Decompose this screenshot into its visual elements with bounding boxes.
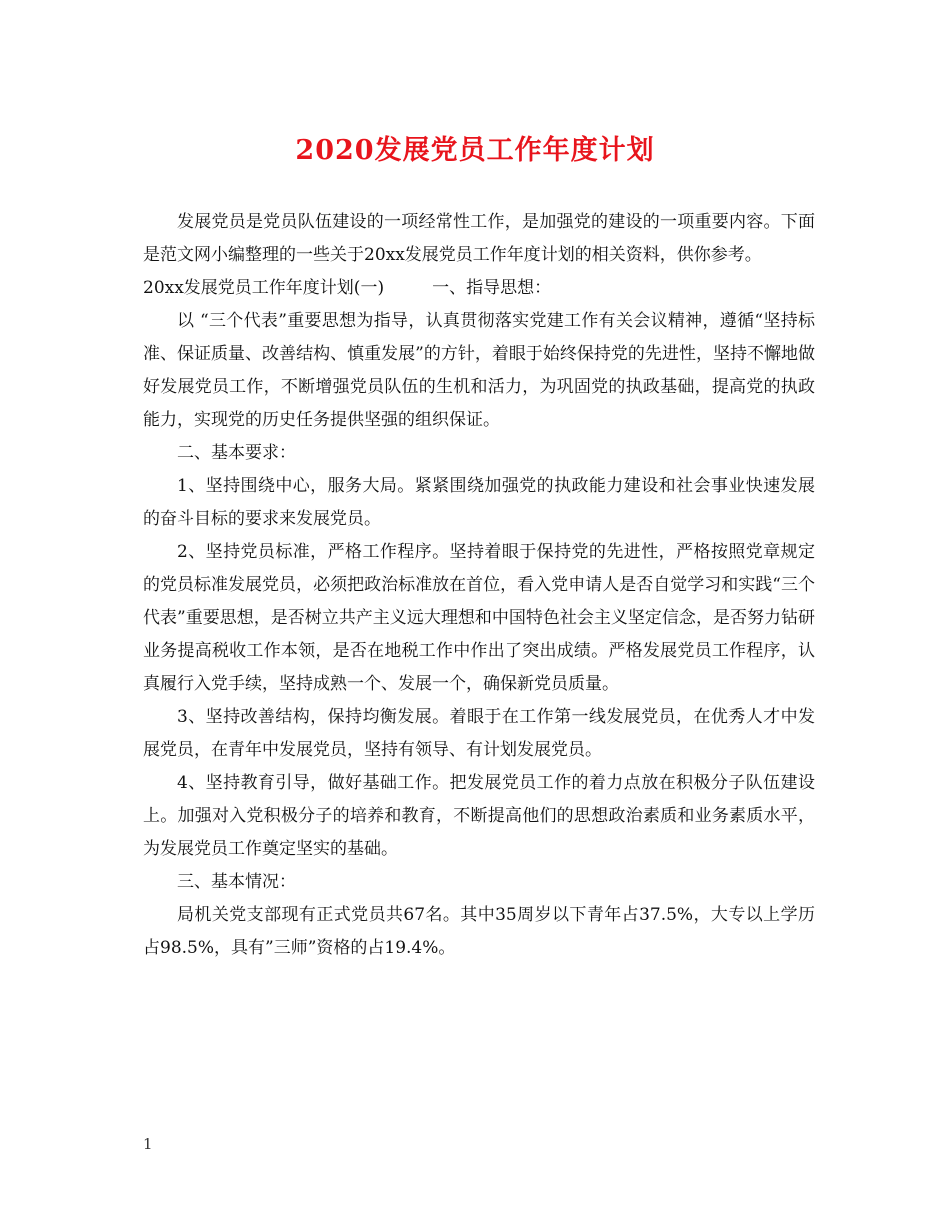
document-title: 2020发展党员工作年度计划: [295, 135, 655, 166]
page-number: 1: [143, 1135, 153, 1153]
requirement-3-paragraph: 3、坚持改善结构，保持均衡发展。着眼于在工作第一线发展党员，在优秀人才中发展党员，在青年中发展党员，坚持有领导、有计划发展党员。: [143, 707, 815, 760]
requirement-1-paragraph: 1、坚持围绕中心，服务大局。紧紧围绕加强党的执政能力建设和社会事业快速发展的奋斗目标的要求来发展党员。: [143, 476, 815, 529]
section-heading-basic-situation: 三、基本情况：: [177, 872, 296, 892]
requirement-4-paragraph: 4、坚持教育引导，做好基础工作。把发展党员工作的着力点放在积极分子队伍建设上。加强对入党积极分子的培养和教育，不断提高他们的思想政治素质和业务素质水平，为发展党员工作奠定坚实的基础。: [143, 773, 815, 859]
plan-subtitle: 20xx发展党员工作年度计划(一): [143, 278, 385, 298]
basic-situation-paragraph: 局机关党支部现有正式党员共67名。其中35周岁以下青年占37.5%，大专以上学历占98.5%，具有”三师”资格的占19.4%。: [143, 905, 815, 958]
guiding-thought-paragraph: 以 “三个代表”重要思想为指导，认真贯彻落实党建工作有关会议精神，遵循“坚持标准、保证质量、改善结构、慎重发展”的方针，着眼于始终保持党的先进性，坚持不懈地做好发展党员工作，不断增强党员队伍的生机和活力，为巩固党的执政基础，提高党的执政能力，实现党的历史任务提供坚强的组织保证。: [143, 311, 815, 430]
document-body: [143, 206, 815, 965]
section-heading-line: [143, 272, 815, 305]
section-heading-guiding-thought: 一、指导思想：: [432, 278, 552, 298]
requirement-2-paragraph: 2、坚持党员标准，严格工作程序。坚持着眼于保持党的先进性，严格按照党章规定的党员标准发展党员，必须把政治标准放在首位，看入党申请人是否自觉学习和实践“三个代表”重要思想，是否树立共产主义远大理想和中国特色社会主义坚定信念，是否努力钻研业务提高税收工作本领，是否在地税工作中作出了突出成绩。严格发展党员工作程序，认真履行入党手续，坚持成熟一个、发展一个，确保新党员质量。: [143, 542, 815, 694]
section-heading-basic-requirements: 二、基本要求：: [177, 443, 296, 463]
intro-paragraph: 发展党员是党员队伍建设的一项经常性工作，是加强党的建设的一项重要内容。下面是范文网小编整理的一些关于20xx发展党员工作年度计划的相关资料，供你参考。: [143, 212, 815, 265]
